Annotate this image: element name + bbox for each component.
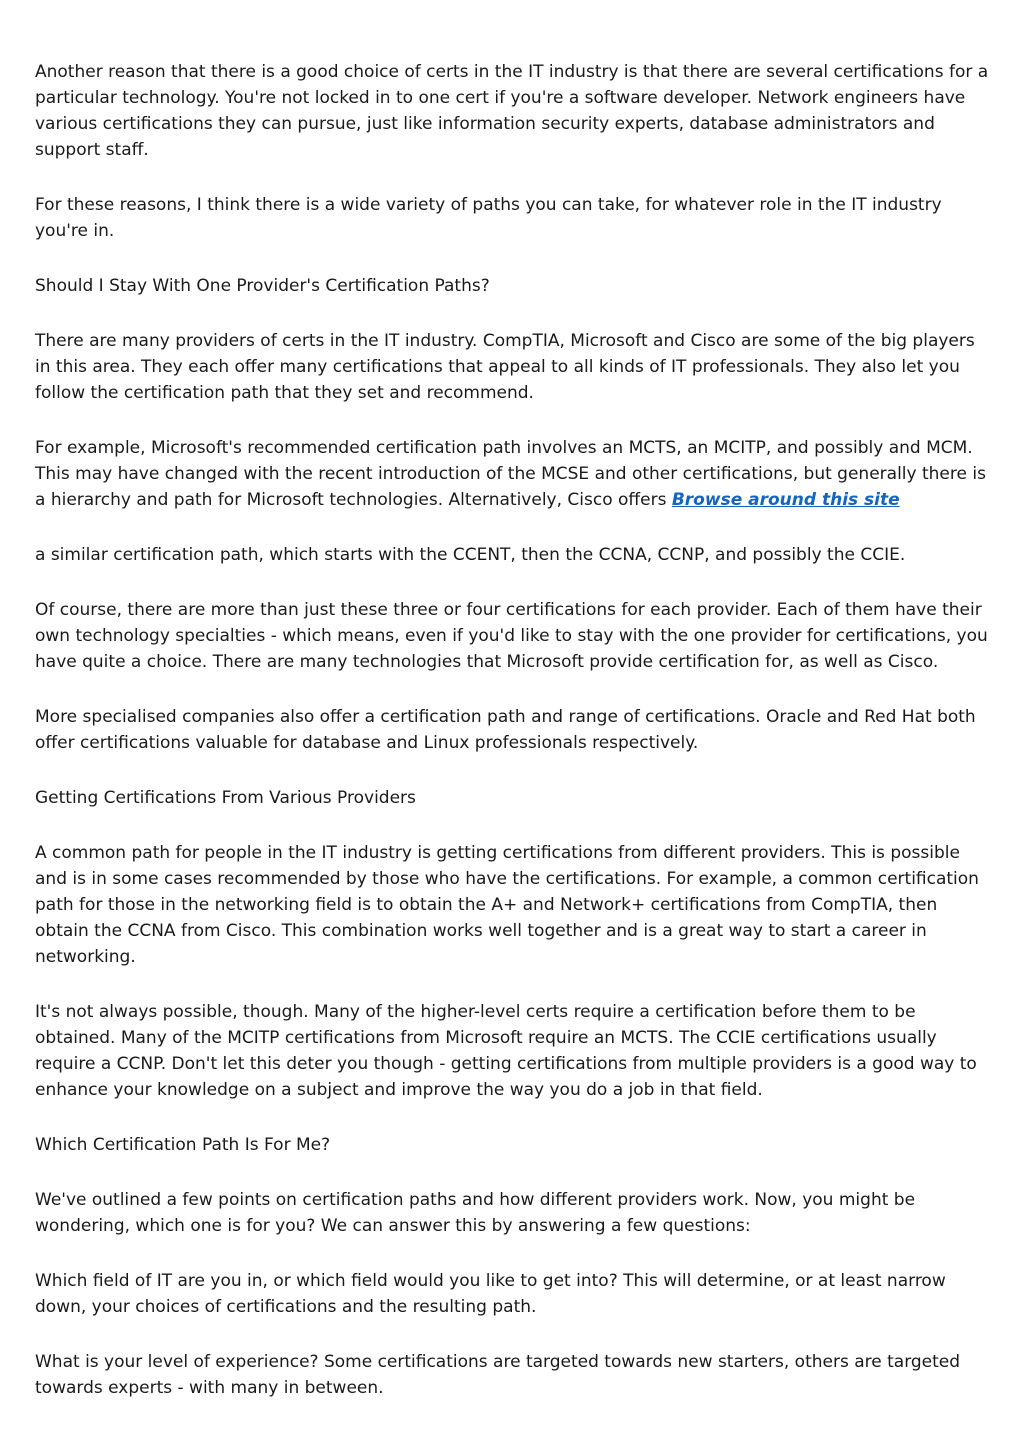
paragraph-outline: We've outlined a few points on certification paths and how different providers work. Now, you might be wondering, which one is for you? We can answer this by answering a few questions: bbox=[35, 1190, 916, 1236]
heading-various-providers: Getting Certifications From Various Providers bbox=[35, 788, 416, 808]
paragraph-reasons: For these reasons, I think there is a wide variety of paths you can take, for whatever role in the IT industry you're in. bbox=[35, 195, 942, 241]
paragraph-cisco-path: a similar certification path, which starts with the CCENT, then the CCNA, CCNP, and possibly the CCIE. bbox=[35, 545, 906, 565]
paragraph-microsoft-path bbox=[35, 435, 990, 513]
browse-site-link[interactable]: Browse around this site bbox=[671, 490, 900, 510]
paragraph-common-path: A common path for people in the IT industry is getting certifications from different providers. This is possible and is in some cases recommended by those who have the certifications. For example, a common certification path for those in the networking field is to obtain the A+ and Network+ certifications from CompTIA, then obtain the CCNA from Cisco. This combination works well together and is a great way to start a career in networking. bbox=[35, 843, 979, 967]
paragraph-field-question: Which field of IT are you in, or which field would you like to get into? This will determine, or at least narrow down, your choices of certifications and the resulting path. bbox=[35, 1271, 946, 1317]
paragraph-specialised-companies: More specialised companies also offer a certification path and range of certifications. Oracle and Red Hat both offer certifications valuable for database and Linux professionals respectively. bbox=[35, 707, 976, 753]
heading-which-path: Which Certification Path Is For Me? bbox=[35, 1135, 331, 1155]
paragraph-providers: There are many providers of certs in the IT industry. CompTIA, Microsoft and Cisco are some of the big players in this area. They each offer many certifications that appeal to all kinds of IT professionals. They also let you follow the certification path that they set and recommend. bbox=[35, 331, 975, 403]
paragraph-intro: Another reason that there is a good choice of certs in the IT industry is that there are several certifications for a particular technology. You're not locked in to one cert if you're a software developer. Network engineers have various certifications they can pursue, just like information security experts, database administrators and support staff. bbox=[35, 62, 989, 160]
heading-one-provider: Should I Stay With One Provider's Certification Paths? bbox=[35, 276, 490, 296]
paragraph-prerequisites: It's not always possible, though. Many of the higher-level certs require a certification before them to be obtained. Many of the MCITP certifications from Microsoft require an MCTS. The CCIE certifications usually require a CCNP. Don't let this deter you though - getting certifications from multiple providers is a good way to enhance your knowledge on a subject and improve the way you do a job in that field. bbox=[35, 1002, 977, 1100]
paragraph-experience-question: What is your level of experience? Some certifications are targeted towards new starters, others are targeted towards experts - with many in between. bbox=[35, 1352, 961, 1398]
paragraph-microsoft-path-text: For example, Microsoft's recommended certification path involves an MCTS, an MCITP, and possibly and MCM. This may have changed with the recent introduction of the MCSE and other certifications, but generally there is a hierarchy and path for Microsoft technologies. Alternatively, Cisco offers bbox=[35, 438, 986, 510]
document-body bbox=[35, 59, 990, 1430]
paragraph-specialties: Of course, there are more than just these three or four certifications for each provider. Each of them have their own technology specialties - which means, even if you'd like to stay with the one provider for certifications, you have quite a choice. There are many technologies that Microsoft provide certification for, as well as Cisco. bbox=[35, 600, 988, 672]
